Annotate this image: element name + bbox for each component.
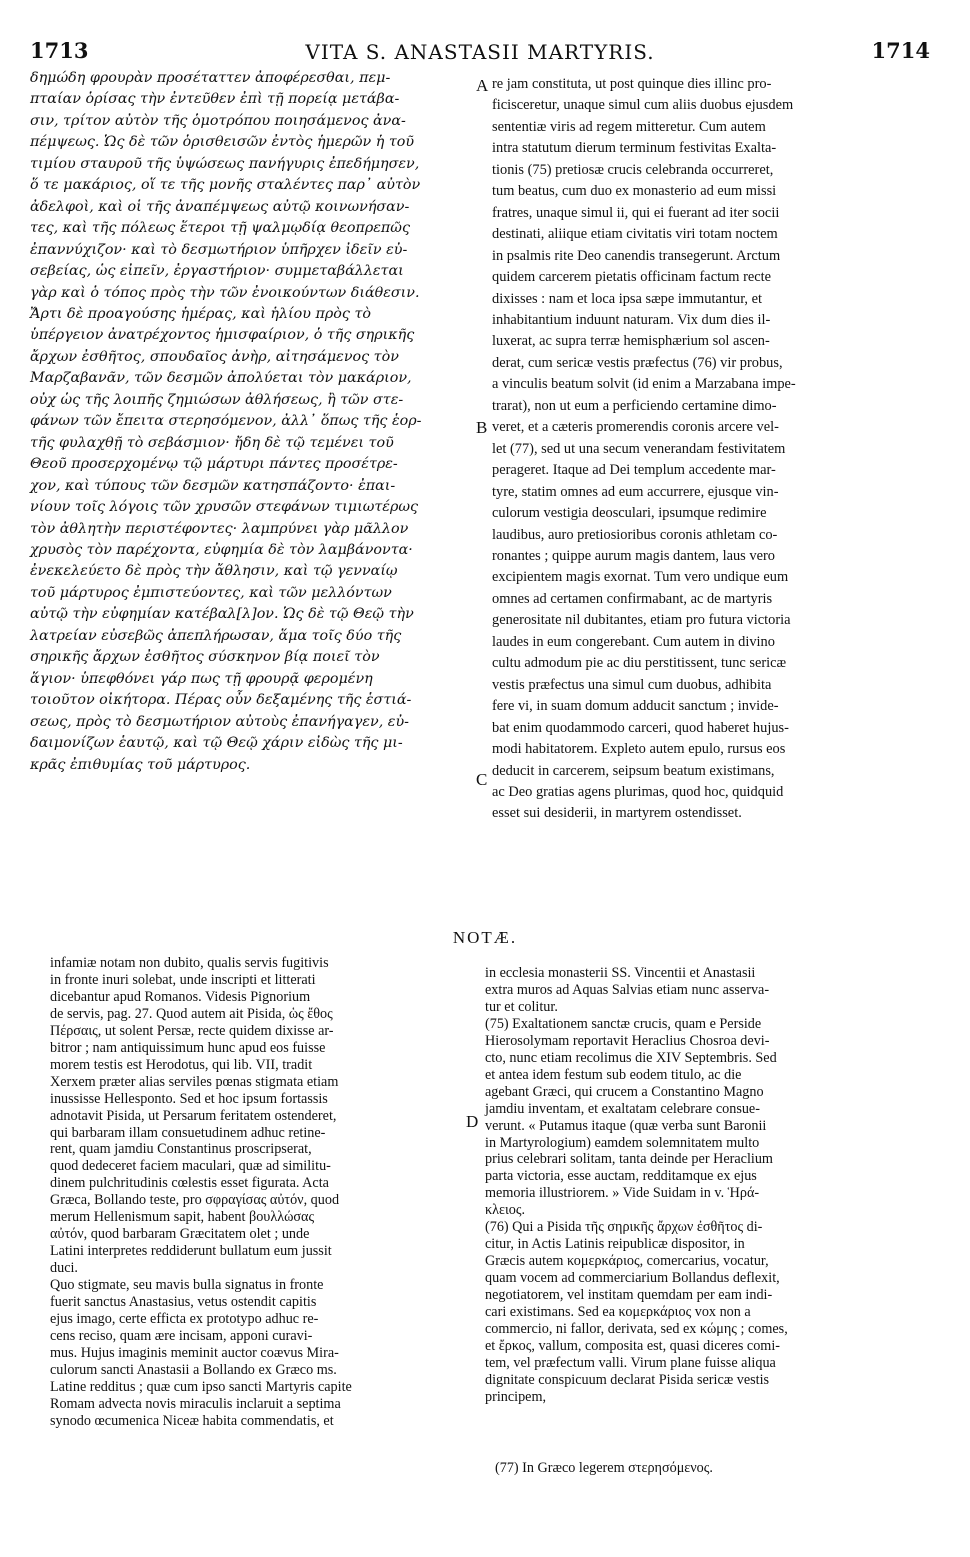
section-marker-d: D [466, 1112, 479, 1131]
running-title: VITA S. ANASTASII MARTYRIS. [305, 40, 655, 64]
notes-left-column: infamiæ notam non dubito, qualis servis fugitivis in fronte inuri solebat, unde inscripti et litterati dicebantur apud Romanos. Videsis Pignorium de servis, pag. 27. Quod autem ait Pisida, ὡς ἔθος Πέρσαις, ut solent Persæ, recte quidem dixisse ar- bitror ; nam antiquissimum hunc apud eos fuisse morem testis est Herodotus, qui lib. VII, tradit Xerxem præter alias serviles pœnas stigmata etiam inussisse Hellesponto. Sed et hoc ipsum fortassis adnotavit Pisida, ut Persarum feritatem ostenderet, qui barbaram illam consuetudinem adhuc retine- rent, quam jamdiu Constantinus proscripserat, quod dedeceret faciem maculari, quæ ad similitu- dinem pulchritudinis cœlestis esset figurata. Acta Græca, Bollando teste, pro σφραγίσας αὐτόν, quod merum Hellenismum sapit, habent βουλλώσας αὐτόν, quod barbaram Græcitatem olet ; unde Latini interpretes reddiderunt bullatum eum jussit duci. Quo stigmate, seu mavis bulla signatus in fronte fuerit sanctus Anastasius, vetus ostendit capitis ejus imago, certe efficta ex prototypo adhuc re- cens reciso, quam ære incisam, apponi curavi- mus. Hujus imaginis meminit auctor coævus Mira- culorum sancti Anastasii a Bollando ex Græco ms. Latine redditus ; quæ cum ipso sancti Martyris capite Romam advecta novis miraculis inclaruit a septima synodo œcumenica Niceæ habita commendatis, et [50, 955, 352, 1429]
latin-column: re jam constituta, ut post quinque dies illinc pro- ficisceretur, unaque simul cum aliis duobus ejusdem sententiæ viris ad regem mitteretur. Cum autem intra statutum dierum terminum festivitas Exalta- tionis (75) pretiosæ crucis celebranda occurreret, tum beatus, cum duo ex monasterio ad eum missi fratres, unaque simul ii, qui ei fuerant ad iter socii destinati, aliique etiam civitatis viri totam noctem in psalmis rite Deo canendis transegerunt. Arctum quidem carcerem pietatis officinam factum recte dixisses : nam et loca ipsa sæpe immutantur, et inhabitantium induunt naturam. Vix dum dies il- luxerat, ac supra terræ hemisphærium sol ascen- derat, cum sericæ vestis præfectus (76) vir probus, a vinculis beatum solvit (id enim a Marzabana impe- trarat), non ut eum a perficiendo certamine dimo- veret, et a cæteris promerendis coronis arcere vel- let (77), sed ut una secum venerandam festivitatem perageret. Itaque ad Dei templum accedente mar- tyre, statim omnes ad eum accurrere, ejusque vin- culorum vestigia deosculari, ipsumque redimire laudibus, auro pretiosioribus coronis athletam co- ronantes ; quippe aurum magis dantem, laus vero excipientem magis exornat. Tum vero undique eum omnes ad certamen confirmabant, ac de martyris generositate nil dubitantes, etiam pro futura victoria laudes in eum congerebant. Cum autem in divino cultu admodum pie ac diu perstitissent, tunc sericæ vestis præfectus una simul cum duobus, adhibita fere vi, in suam domum adducit sanctum ; invide- bat enim quodammodo carceri, quod haberet hujus- modi habitatorem. Expleto autem epulo, rursus eos deducit in carcerem, seipsum beatum existimans, ac Deo gratias agens plurimas, quod hoc, quidquid esset sui desiderii, in martyrem ostendisset. [492, 76, 796, 822]
section-marker-b: B [476, 418, 488, 437]
notes-title: NOTÆ. [452, 928, 518, 947]
section-marker-a: A [476, 76, 489, 95]
greek-column: δημώδη φρουρὰν προσέταττεν ἀποφέρεσθαι, πεμ- πταίαν ὁρίσας τὴν ἐντεῦθεν ἐπὶ τῇ πορείᾳ μετάβα- σιν, τρίτον αὐτὸν τῆς ὁμοτρόπου ποιησάμενος ἀνα- πέμψεως. Ὡς δὲ τῶν ὁρισθεισῶν ἐντὸς ἡμερῶν ἡ τοῦ τιμίου σταυροῦ τῆς ὑψώσεως πανήγυρις ἐπεδήμησεν, ὅ τε μακάριος, οἵ τε τῆς μονῆς σταλέντες παρ᾿ αὐτὸν ἀδελφοὶ, καὶ οἱ τῆς ἀναπέμψεως αὐτῷ κοινωνήσαν- τες, καὶ τῆς πόλεως ἕτεροι τῇ ψαλμῳδίᾳ θεοπρεπῶς ἐπαννύχιζον· καὶ τὸ δεσμωτήριον ὑπῆρχεν ἰδεῖν εὐ- σεβείας, ὡς εἰπεῖν, ἐργαστήριον· συμμεταβάλλεται γὰρ καὶ ὁ τόπος πρὸς τὴν τῶν ἐνοικούντων διάθεσιν. Ἄρτι δὲ προαγούσης ἡμέρας, καὶ ἡλίου πρὸς τὸ ὑπέργειον ἀνατρέχοντος ἡμισφαίριον, ὁ τῆς σηρικῆς ἄρχων ἐσθῆτος, σπουδαῖος ἀνὴρ, αἰτησάμενος τὸν Μαρζαβανᾶν, τῶν δεσμῶν ἀπολύεται τὸν μακάριον, οὐχ ὡς τῆς λοιπῆς ζημιώσων ἀθλήσεως, ἢ τῶν στε- φάνων τῶν ἔπειτα στερησόμενον, ἀλλ᾿ ὅπως τῆς ἑορ- τῆς φυλαχθῇ τὸ σεβάσμιον· ἤδη δὲ τῷ τεμένει τοῦ Θεοῦ προσερχομένῳ τῷ μάρτυρι πάντες προσέτρε- χον, καὶ τύπους τῶν δεσμῶν κατησπάζοντο· ἐπαι- νίουν τοῖς λόγοις τῶν χρυσῶν στεφάνων τιμιωτέρως τὸν ἀθλητὴν περιστέφοντες· λαμπρύνει γὰρ μᾶλλον χρυσὸς τὸν παρέχοντα, εὐφημία δὲ τὸν λαμβάνοντα· ἐνεκελεύετο δὲ πρὸς τὴν ἄθλησιν, καὶ τῷ γενναίῳ τοῦ μάρτυρος ἐμπιστεύοντες, καὶ τῶν μελλόντων αὐτῷ τὴν εὐφημίαν κατέβαλ[λ]ον. Ὡς δὲ τῷ Θεῷ τὴν λατρείαν εὐσεβῶς ἀπεπλήρωσαν, ἅμα τοῖς δύο τῆς σηρικῆς ἄρχων ἐσθῆτος σύσκηνον βίᾳ ποιεῖ τὸν ἅγιον· ὑπεφθόνει γάρ πως τῇ φρουρᾷ φερομένη τοιοῦτον οἰκήτορα. Πέρας οὖν δεξαμένης τῆς ἑστιά- σεως, πρὸς τὸ δεσμωτήριον αὐτοὺς ἐπανήγαγεν, εὐ- δαιμονίζων ἑαυτῷ, καὶ τῷ Θεῷ χάριν εἰδὼς τῆς μι- κρᾶς ἐπιθυμίας τοῦ μάρτυρος. [30, 70, 422, 773]
section-marker-c: C [476, 770, 488, 789]
footnote-77: (77) In Græco legerem στερησόμενος. [495, 1460, 713, 1476]
page-header [30, 38, 930, 68]
left-page-number: 1713 [30, 38, 89, 63]
notes-right-column: in ecclesia monasterii SS. Vincentii et Anastasii extra muros ad Aquas Salvias etiam nunc asserva- tur et colitur. (75) Exaltationem sanctæ crucis, quam e Perside Hierosolymam reportavit Heraclius Chosroa devi- cto, nunc etiam recolimus die XIV Septembris. Sed et antea idem festum sub eodem titulo, ac die agebant Græci, qui crucem a Constantino Magno jamdiu inventam, et exaltatam celebrare consue- verunt. « Putamus itaque (quæ verba sunt Baronii in Martyrologium) eamdem solemnitatem multo prius celebrari solitam, tanta deinde per Heraclium parta victoria, esse auctam, redditamque ex ejus memoria illustriorem. » Vide Suidam in v. Ἡρά- κλειος. (76) Qui a Pisida τῆς σηρικῆς ἄρχων ἐσθῆτος di- citur, in Actis Latinis reipublicæ dispositor, in Græcis autem κομερκάριος, comercarius, vocatur, quam vocem ad commerciarium Bollandus deflexit, negotiatorem, vel institam quemdam per eam indi- cari existimans. Sed ea κομερκάριος vox non a commercio, ni fallor, derivata, sed ex κώμης ; comes, et ἔρκος, vallum, composita est, quasi diceres comi- tem, vel præfectum valli. Virum plane fuisse aliqua dignitate conspicuum declarat Pisida sericæ vestis principem, [485, 965, 788, 1405]
right-page-number: 1714 [871, 38, 930, 63]
